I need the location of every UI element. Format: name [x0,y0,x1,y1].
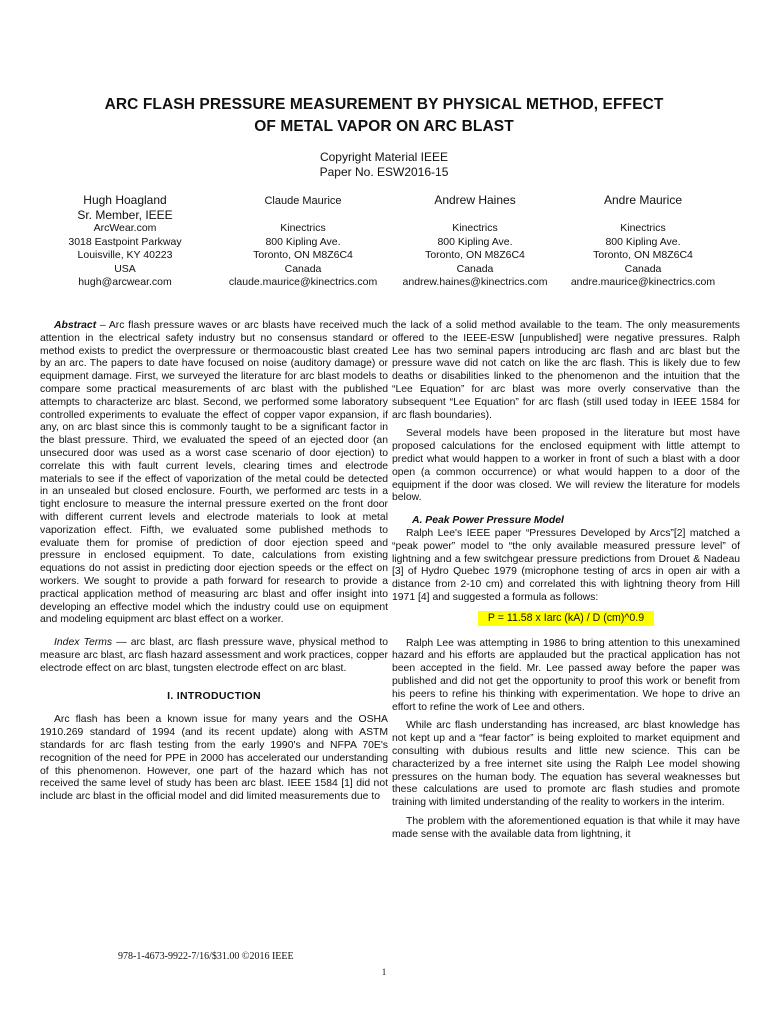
intro-paragraph-1: Arc flash has been a known issue for many years and the OSHA 1910.269 standard of 1994 (and its recent update) along with ASTM standards for arc flash testing from the early 1990's and NFPA 70E's recognition of the need for PPE in 2000 has accelerated our understanding of this phenomenon. However, one part of the hazard which has not received the same level of study has been arc blast. IEEE 1584 [1] did not include arc blast in the official model and did limited measurements due to [40,714,388,803]
body-paragraph-4: Ralph Lee was attempting in 1986 to bring attention to this unexamined hazard and his efforts are applauded but the practical application has not been accepted in the field. Mr. Lee passed away before the paper was published and did not get the opportunity to proof this work or benefit from his peers to refine his thinking with experimentation. We hope to drive an effort to refine the work of Lee and others. [392,637,740,713]
author-block-3 [390,193,560,290]
body-paragraph-2: Several models have been proposed in the literature but most have proposed calculations for the enclosed equipment with little attempt to predict what would happen to a worker in front of such a blast with a door open (a common occurrence) or what would happen to a door of the equipment if the door was closed. We will review the literature for models below. [392,428,740,504]
author-affiliation: Kinectrics [620,222,666,234]
author-name: Andrew Haines [434,193,516,207]
section-heading-introduction: I. INTRODUCTION [167,689,261,702]
author-affiliation: Kinectrics [452,222,498,234]
author-country: Canada [624,262,662,275]
author-title: Sr. Member, IEEE [77,208,173,222]
author-email[interactable]: andrew.haines@kinectrics.com [402,276,548,289]
abstract-text: – Arc flash pressure waves or arc blasts have received much attention in the electrical safety industry but no consensus standard or method exists to predict the overpressure or thermoacoustic blast created by an arc. The papers to date have focused on noise (auditory damage) or equipment damage. First, we surveyed the literature for arc blast models to compare some practical measurements of arc blast with the published attempts to characterize arc blast. Second, we performed some laboratory controlled experiments to evaluate the effect of copper vapor expansion, if any, on arc blast since this is commonly taught to be a significant factor in the blast pressure. Third, we evaluated the speed of an ejected door (an unsecured door was used as a worst case scenario of door ejection) to correlate this with fault current levels, clearing times and electrode materials to see if the effect of vaporization of the metal could be detected in an unsealed but closed enclosure. Fourth, we performed arc tests in a tight enclosure to measure the internal pressure exerted on the front door with different current levels and electrode materials to look at metal vaporization effect. Fifth, we evaluated some published methods to evaluate them for promise of prediction of door ejection speed and pressure in enclosed equipment. To date, calculations from existing equations do not assist in predicting door ejection speeds or the effect on workers. We sought to provide a path forward for research to provide a practical application method of measuring arc blast and offer insight into developing an effective model which the industry could use on equipment and modeling equipment arc blast effect on a worker. [40,320,388,626]
formula-wrap [392,611,740,626]
author-city: Toronto, ON M8Z6C4 [425,249,525,262]
abstract-label: Abstract [54,320,97,331]
author-city: Louisville, KY 40223 [77,249,173,262]
paper-title [40,94,728,138]
index-terms-text: — arc blast, arc flash pressure wave, physical method to measure arc blast, arc flash hazard assessment and work practices, copper electrode effect on arc blast, tungsten electrode effect on arc blast. [40,637,389,674]
index-terms-paragraph [40,637,388,675]
author-name: Hugh Hoagland [83,193,167,207]
author-country: USA [114,262,136,275]
author-city: Toronto, ON M8Z6C4 [593,249,693,262]
body-paragraph-3: Ralph Lee's IEEE paper “Pressures Developed by Arcs”[2] matched a “peak power” model to “the only available measured pressure level” of lightning and a few switchgear pressure predictions from Drouet & Nadeau [3] of Hydro Quebec 1979 (microphone testing of arcs in open air with a distance from 2-10 cm) and correlated this with lightning theory from Hill 1971 [4] and suggested a formula as follows: [392,527,740,603]
author-address: 800 Kipling Ave. [605,235,681,248]
author-address: 3018 Eastpoint Parkway [68,235,182,248]
author-country: Canada [284,262,322,275]
author-email[interactable]: andre.maurice@kinectrics.com [570,276,716,289]
author-affiliation: Kinectrics [280,222,326,234]
author-country: Canada [456,262,494,275]
title-line-2: OF METAL VAPOR ON ARC BLAST [254,118,514,135]
paper-number: Paper No. ESW2016-15 [319,165,449,179]
author-name: Claude Maurice [264,195,342,207]
author-affiliation: ArcWear.com [93,222,157,234]
author-email[interactable]: claude.maurice@kinectrics.com [228,276,378,289]
author-address: 800 Kipling Ave. [437,235,513,248]
author-block-4 [558,193,728,290]
author-email[interactable]: hugh@arcwear.com [78,276,172,289]
author-city: Toronto, ON M8Z6C4 [253,249,353,262]
abstract-paragraph [40,320,388,627]
footer-isbn: 978-1-4673-9922-7/16/$31.00 ©2016 IEEE [118,951,294,962]
author-block-1 [40,193,210,290]
author-block-2 [218,194,388,290]
title-line-1: ARC FLASH PRESSURE MEASUREMENT BY PHYSICAL METHOD, EFFECT [104,96,664,113]
author-name: Andre Maurice [603,193,683,207]
right-column [392,320,740,847]
body-paragraph-5: While arc flash understanding has increased, arc blast knowledge has not kept up and a “fear factor” is being exploited to market equipment and consulting with dubious results and little new science. This can be characterized by a free internet site using the Ralph Lee model showing pressures on the human body. The equation has several weaknesses but these calculations are used to promote arc flash studies and promote training with limited understanding of the reality to workers in the interim. [392,720,740,809]
author-address: 800 Kipling Ave. [265,235,341,248]
body-paragraph-6: The problem with the aforementioned equation is that while it may have made sense with the available data from lightning, it [392,815,740,840]
copyright-line: Copyright Material IEEE [319,150,449,164]
page-number: 1 [381,967,387,977]
subsection-heading-peak-power: A. Peak Power Pressure Model [412,515,564,527]
left-column [40,320,388,810]
body-paragraph-1: the lack of a solid method available to the team. The only measurements offered to the IEEE-ESW [unpublished] were negative pressures. Ralph Lee has two seminal papers introducing arc flash and arc blast but the pressure wave did not catch on like the arc flash. This is likely due to few deaths or disabilities linked to the phenomenon and the intuition that the “Lee Equation” for arc blast was more overly conservative than the subsequent “Lee Equation” for arc flash (still used today in IEEE 1584 for arc flash boundaries). [392,320,740,421]
index-terms-label: Index Terms [54,637,113,649]
lee-equation-formula: P = 11.58 x Iarc (kA) / D (cm)^0.9 [478,611,654,626]
